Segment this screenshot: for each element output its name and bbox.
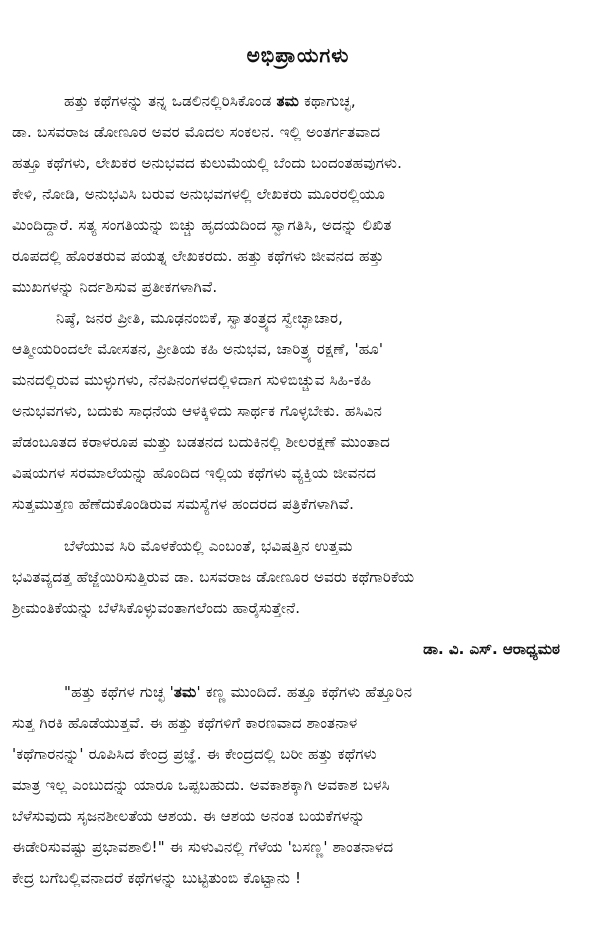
paragraph-gap — [12, 520, 584, 531]
paragraph-line: ಭವಿತವ್ಯದತ್ತ ಹೆಜ್ಜೆಯಿರಿಸುತ್ತಿರುವ ಡಾ. ಬಸವರಾಜ ಡೋಣೂರ ಅವರು ಕಥೆಗಾರಿಕೆಯ — [12, 568, 415, 586]
book-title-emphasis: ತಮ — [276, 92, 300, 110]
paragraph-line: ಕೇದ್ರ ಬಗೆಬಲ್ಲಿವನಾದರೆ ಕಥೆಗಳನ್ನು ಬುಟ್ಟಿತುಂಬಿ ಕೊಟ್ಟಾನು ! — [12, 869, 302, 887]
paragraph-4 — [12, 677, 584, 894]
paragraph-line: ಈಡೇರಿಸುವಷ್ಟು ಪ್ರಭಾವಶಾಲಿ!" ಈ ಸುಳುವಿನಲ್ಲಿ ಗೆಳೆಯ 'ಬಸಣ್ಣ' ಶಾಂತನಾಳದ — [12, 838, 394, 856]
paragraph-line: ಸುತ್ತ ಗಿರಕಿ ಹೊಡೆಯುತ್ತವೆ. ಈ ಹತ್ತು ಕಥೆಗಳಿಗೆ ಕಾರಣವಾದ ಶಾಂತನಾಳ — [12, 714, 358, 732]
paragraph-line: ಪೆಡಂಬೂತದ ಕರಾಳರೂಪ ಮತ್ತು ಬಡತನದ ಬದುಕಿನಲ್ಲಿ ಶೀಲರಕ್ಷಣೆ ಮುಂತಾದ — [12, 433, 390, 451]
paragraph-line — [12, 677, 584, 708]
paragraph-line: ನಿಷ್ಠೆ, ಜನರ ಪ್ರೀತಿ, ಮೂಢನಂಬಿಕೆ, ಸ್ವಾತಂತ್ರ್ಯದ ಸ್ವೇಚ್ಛಾಚಾರ, — [56, 309, 344, 327]
page-title: ಅಭಿಪ್ರಾಯಗಳು — [246, 43, 350, 67]
paragraph-line: ವಿಷಯಗಳ ಸರಮಾಲೆಯನ್ನು ಹೊಂದಿದ ಇಲ್ಲಿಯ ಕಥೆಗಳು ವ್ಯಕ್ತಿಯ ಜೀವನದ — [12, 464, 377, 482]
book-title-emphasis: ತಮ — [173, 683, 197, 701]
paragraph-line: 'ಕಥೆಗಾರನನ್ನು' ರೂಪಿಸಿದ ಕೇಂದ್ರ ಪ್ರಜ್ಞೆ. ಈ ಕೇಂದ್ರದಲ್ಲಿ ಬರೀ ಹತ್ತು ಕಥೆಗಳು — [12, 745, 377, 763]
paragraph-line: ಮಾತ್ರ ಇಲ್ಲ ಎಂಬುದನ್ನು ಯಾರೂ ಒಪ್ಪಬಹುದು. ಅವಕಾಶಕ್ಕಾಗಿ ಅವಕಾಶ ಬಳಸಿ — [12, 776, 390, 794]
paragraph-line: ಹತ್ತೂ ಕಥೆಗಳು, ಲೇಖಕರ ಅನುಭವದ ಕುಲುಮೆಯಲ್ಲಿ ಬೆಂದು ಬಂದಂತಹವುಗಳು. — [12, 154, 403, 172]
paragraph-1 — [12, 86, 584, 303]
signature: ಡಾ. ವಿ. ಎಸ್. ಆರಾಧ್ಯಮಠ — [423, 640, 560, 658]
text-run: ಕಥಾಗುಚ್ಛ, — [299, 92, 356, 110]
paragraph-line: ಆತ್ಮೀಯರಿಂದಲೇ ಮೋಸತನ, ಪ್ರೀತಿಯ ಕಹಿ ಅನುಭವ, ಚಾರಿತ್ರ್ಯ ರಕ್ಷಣೆ, 'ಹೂ' — [12, 340, 384, 358]
paragraph-3 — [12, 531, 584, 624]
paragraph-line: ಕೇಳಿ, ನೋಡಿ, ಅನುಭವಿಸಿ ಬರುವ ಅನುಭವಗಳಲ್ಲಿ ಲೇಖಕರು ಮೂರರಲ್ಲಿಯೂ — [12, 185, 386, 203]
text-run: ' ಕಣ್ಣ ಮುಂದಿದೆ. ಹತ್ತೂ ಕಥೆಗಳು ಹೆತ್ತೂರಿನ — [196, 683, 413, 701]
paragraph-line: ಡಾ. ಬಸವರಾಜ ಡೋಣೂರ ಅವರ ಮೊದಲ ಸಂಕಲನ. ಇಲ್ಲಿ ಅಂತರ್ಗತವಾದ — [12, 123, 381, 141]
paragraph-line: ಬೆಳೆಯುವ ಸಿರಿ ಮೊಳಕೆಯಲ್ಲಿ ಎಂಬಂತೆ, ಭವಿಷತ್ತಿನ ಉತ್ತಮ — [64, 537, 353, 555]
paragraph-line — [12, 86, 584, 117]
paragraph-line: ಅನುಭವಗಳು, ಬದುಕು ಸಾಧನೆಯ ಆಳಕ್ಕಿಳಿದು ಸಾರ್ಥಕ ಗೊಳ್ಳಬೇಕು. ಹಸಿವಿನ — [12, 402, 383, 420]
paragraph-line: ಮನದಲ್ಲಿರುವ ಮುಳ್ಳುಗಳು, ನೆನಪಿನಂಗಳದಲ್ಲಿಳಿದಾಗ ಸುಳಿಬಿಚ್ಚುವ ಸಿಹಿ-ಕಹಿ — [12, 371, 372, 389]
paragraph-line: ಮುಖಗಳನ್ನು ನಿರ್ದಶಿಸುವ ಪ್ರತೀಕಗಳಾಗಿವೆ. — [12, 278, 218, 296]
paragraph-2 — [12, 303, 584, 520]
paragraph-line: ಮಿಂದಿದ್ದಾರೆ. ಸತ್ಯ ಸಂಗತಿಯನ್ನು ಬಿಚ್ಚು ಹೃದಯದಿಂದ ಸ್ವಾಗತಿಸಿ, ಅದನ್ನು ಲಿಖಿತ — [12, 216, 392, 234]
paragraph-line: ಬೆಳೆಸುವುದು ಸೃಜನಶೀಲತೆಯ ಆಶಯ. ಈ ಆಶಯ ಅನಂತ ಬಯಕೆಗಳನ್ನು — [12, 807, 366, 825]
paragraph-line: ಸುತ್ತಮುತ್ತಣ ಹೆಣೆದುಕೊಂಡಿರುವ ಸಮಸ್ಯೆಗಳ ಹಂದರದ ಪತ್ರಿಕೆಗಳಾಗಿವೆ. — [12, 495, 355, 513]
text-run: "ಹತ್ತು ಕಥೆಗಳ ಗುಚ್ಛ ' — [64, 683, 174, 701]
text-run: ಹತ್ತು ಕಥೆಗಳನ್ನು ತನ್ನ ಒಡಲಿನಲ್ಲಿರಿಸಿಕೊಂಡ — [64, 92, 277, 110]
paragraph-line: ಶ್ರೀಮಂತಿಕೆಯನ್ನು ಬೆಳೆಸಿಕೊಳ್ಳುವಂತಾಗಲೆಂದು ಹಾರೈಸುತ್ತೇನೆ. — [12, 599, 301, 617]
paragraph-line: ರೂಪದಲ್ಲಿ ಹೊರತರುವ ಪಯತ್ನ ಲೇಖಕರದು. ಹತ್ತು ಕಥೆಗಳು ಜೀವನದ ಹತ್ತು — [12, 247, 384, 265]
